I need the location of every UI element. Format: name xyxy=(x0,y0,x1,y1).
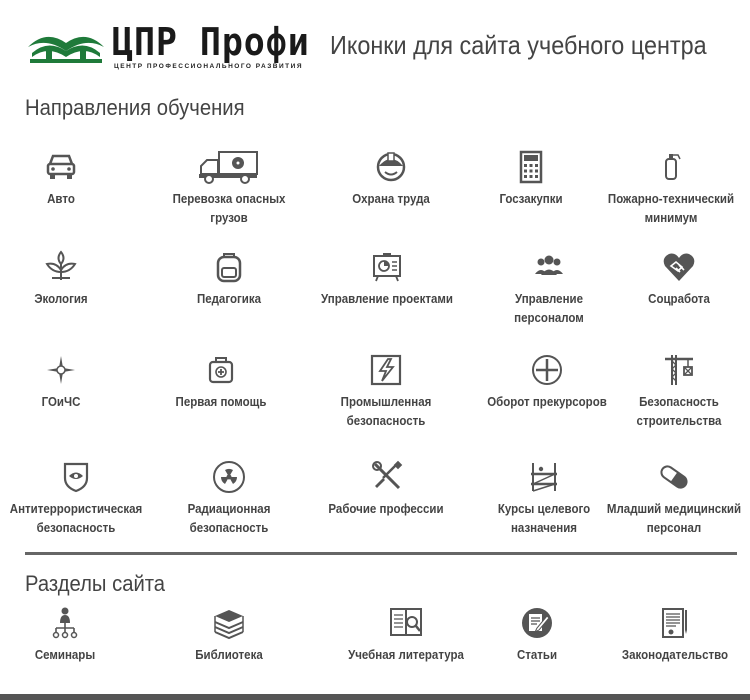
section-divider xyxy=(25,552,737,555)
direction-label: Радиационная безопасность xyxy=(187,502,271,535)
direction-item-civil-defense[interactable] xyxy=(0,353,136,412)
direction-label: Педагогика xyxy=(196,292,262,306)
radiation-icon xyxy=(212,460,246,494)
people-icon xyxy=(532,250,566,284)
header xyxy=(0,0,750,85)
leaf-icon xyxy=(44,250,78,284)
direction-item-hazmat[interactable] xyxy=(154,150,304,228)
direction-label: Антитеррористическая безопасность xyxy=(9,502,143,535)
car-icon xyxy=(44,150,78,184)
hard-hat-icon xyxy=(374,150,408,184)
fire-extinguisher-icon xyxy=(654,150,688,184)
direction-item-workers[interactable] xyxy=(311,460,461,519)
direction-item-pedagogy[interactable] xyxy=(154,250,304,309)
hazmat-truck-icon xyxy=(197,150,261,184)
section-item-legislation[interactable] xyxy=(600,606,750,665)
section-label: Законодательство xyxy=(621,648,729,662)
direction-label: Соцработа xyxy=(648,292,710,306)
direction-item-construction[interactable] xyxy=(604,353,750,431)
direction-item-fire[interactable] xyxy=(596,150,746,228)
project-board-icon xyxy=(370,250,404,284)
high-voltage-icon xyxy=(369,353,403,387)
logo-subtitle: ЦЕНТР ПРОФЕССИОНАЛЬНОГО РАЗВИТИЯ xyxy=(114,63,303,70)
section-item-library[interactable] xyxy=(154,606,304,665)
direction-item-precursors[interactable] xyxy=(472,353,622,412)
sections-title: Разделы сайта xyxy=(25,571,166,596)
direction-label: Курсы целевого назначения xyxy=(497,502,591,535)
wrench-screwdriver-icon xyxy=(369,460,403,494)
direction-item-first-aid[interactable] xyxy=(146,353,296,412)
first-aid-kit-icon xyxy=(204,353,238,387)
section-label: Статьи xyxy=(516,648,558,662)
direction-item-labor[interactable] xyxy=(316,150,466,209)
section-item-articles[interactable] xyxy=(462,606,612,665)
heart-handshake-icon xyxy=(662,250,696,284)
direction-item-hr[interactable] xyxy=(474,250,624,328)
logo-book-icon xyxy=(26,23,106,65)
direction-label: Пожарно-технический минимум xyxy=(607,192,735,225)
tower-crane-icon xyxy=(662,353,696,387)
shield-eye-icon xyxy=(59,460,93,494)
direction-label: Охрана труда xyxy=(352,192,430,206)
open-book-search-icon xyxy=(384,606,428,640)
scaffold-icon xyxy=(527,460,561,494)
direction-label: Авто xyxy=(47,192,75,206)
direction-label: Промышленная безопасность xyxy=(340,395,432,428)
page-title: Иконки для сайта учебного центра xyxy=(330,30,707,60)
speaker-network-icon xyxy=(48,606,82,640)
section-item-literature[interactable] xyxy=(331,606,481,665)
direction-label: Экология xyxy=(34,292,88,306)
direction-item-ecology[interactable] xyxy=(0,250,136,309)
direction-label: Первая помощь xyxy=(175,395,267,409)
directions-title: Направления обучения xyxy=(25,95,245,120)
calculator-icon xyxy=(514,150,548,184)
direction-label: Управление персоналом xyxy=(514,292,584,325)
direction-item-radiation[interactable] xyxy=(154,460,304,538)
direction-item-social[interactable] xyxy=(604,250,750,309)
compass-star-icon xyxy=(44,353,78,387)
direction-label: Безопасность строительства xyxy=(636,395,722,428)
document-pen-icon xyxy=(658,606,692,640)
direction-item-projects[interactable] xyxy=(312,250,462,309)
footer-bar xyxy=(0,694,750,700)
direction-label: ГОиЧС xyxy=(41,395,81,409)
direction-label: Перевозка опасных грузов xyxy=(172,192,286,225)
pill-icon xyxy=(657,460,691,494)
circle-plus-icon xyxy=(530,353,564,387)
direction-label: Оборот прекурсоров xyxy=(487,395,607,409)
section-label: Учебная литература xyxy=(348,648,464,662)
backpack-icon xyxy=(212,250,246,284)
direction-item-industrial[interactable] xyxy=(311,353,461,431)
direction-item-junior-medical[interactable] xyxy=(594,460,750,538)
book-stack-icon xyxy=(212,606,246,640)
direction-label: Управление проектами xyxy=(321,292,453,306)
section-label: Библиотека xyxy=(195,648,263,662)
section-item-seminars[interactable] xyxy=(0,606,140,665)
direction-item-antiterror[interactable] xyxy=(0,460,166,538)
logo-text: ЦПР Профи xyxy=(112,20,310,64)
direction-label: Госзакупки xyxy=(499,192,563,206)
direction-item-avto[interactable] xyxy=(0,150,136,209)
direction-item-procurement[interactable] xyxy=(456,150,606,209)
direction-label: Рабочие профессии xyxy=(328,502,444,516)
section-label: Семинары xyxy=(34,648,96,662)
direction-label: Младший медицинский персонал xyxy=(606,502,742,535)
article-pen-icon xyxy=(520,606,554,640)
